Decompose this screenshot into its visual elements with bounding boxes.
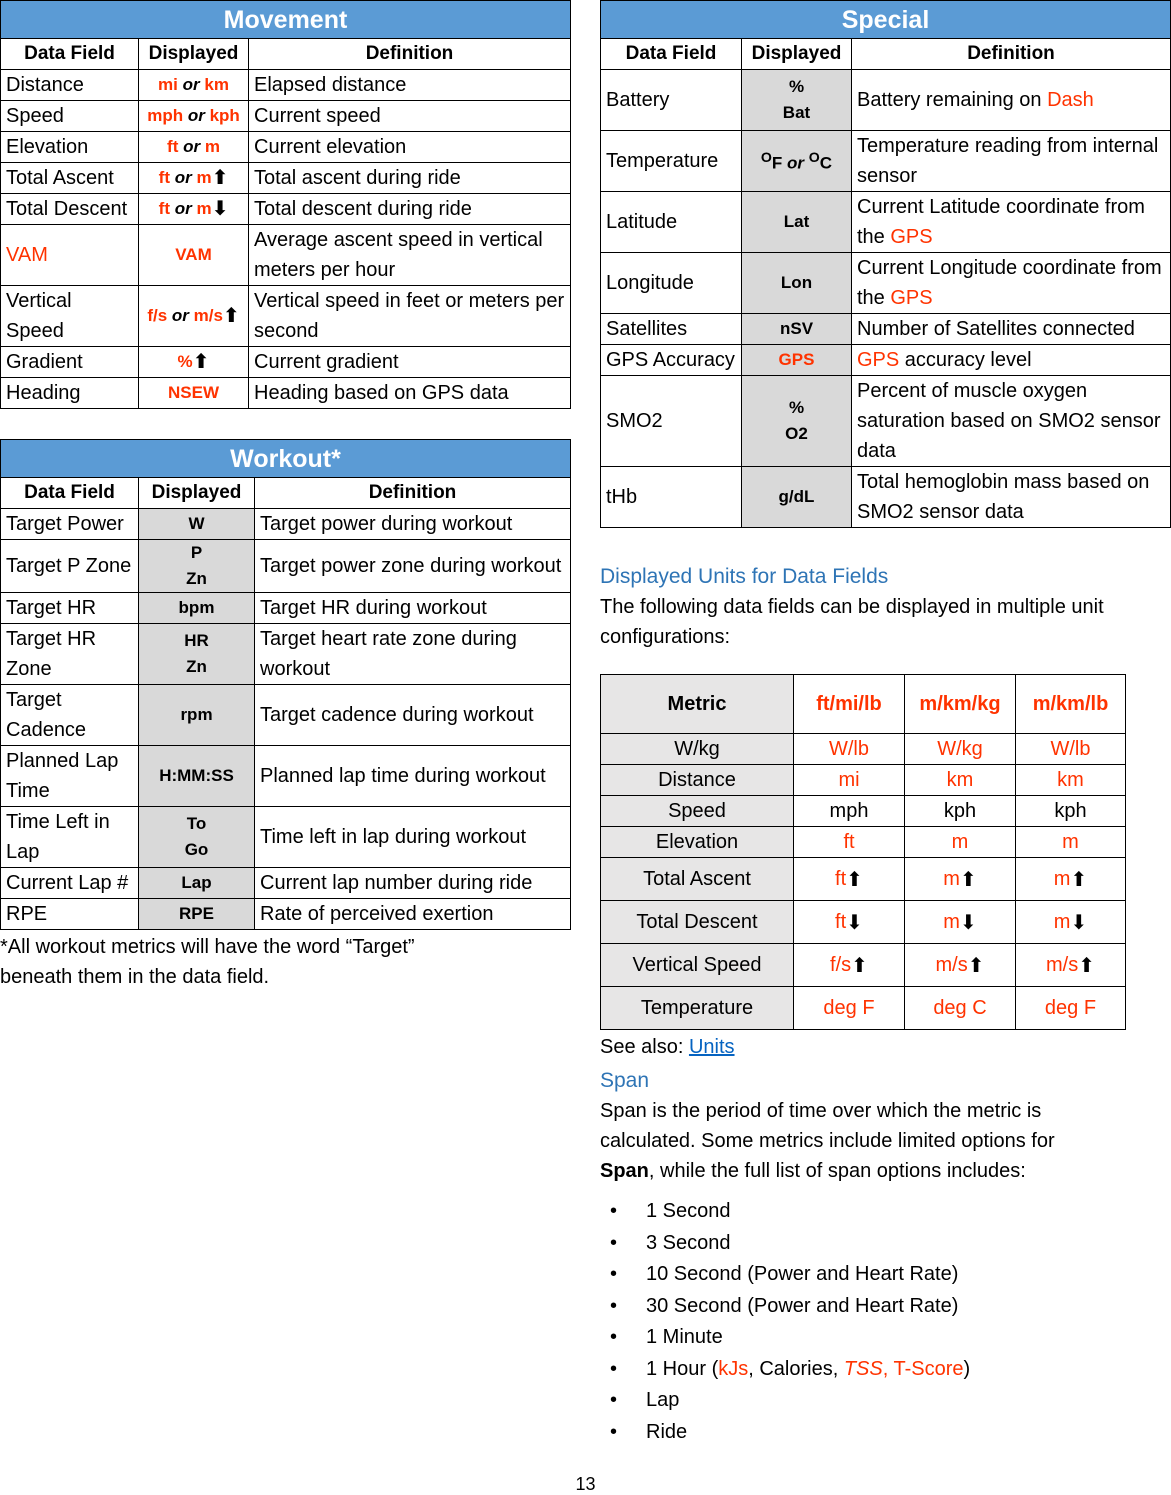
up-arrow-icon: ⬆ (851, 954, 868, 977)
span-comma: , (882, 1357, 894, 1380)
definition-highlight: GPS (890, 226, 933, 248)
displayed-cell (139, 132, 249, 163)
displayed-line: RPE (179, 904, 214, 923)
unit-value: W/lb (829, 737, 869, 760)
displayed-cell (139, 509, 255, 540)
movement-table (0, 0, 571, 409)
definition-cell: Current speed (249, 101, 571, 132)
data-field-cell: Temperature (601, 131, 742, 192)
col-header-definition: Definition (852, 39, 1171, 70)
displayed-line: rpm (180, 705, 213, 724)
unit-cell (794, 987, 905, 1030)
unit-value: ft (843, 830, 855, 853)
up-arrow-icon: ⬆ (211, 167, 229, 189)
definition-text: Battery remaining on (857, 89, 1048, 111)
table-row (1, 807, 571, 868)
data-field-cell: Total Ascent (1, 163, 139, 194)
definition-cell: Current gradient (249, 347, 571, 378)
displayed-line: P (190, 543, 203, 562)
degree-symbol: O (808, 150, 820, 167)
unit-cell (794, 858, 905, 901)
unit-value: m (943, 910, 960, 933)
definition-cell (852, 345, 1171, 376)
data-field-cell: RPE (1, 899, 139, 930)
data-field-cell: Total Descent (1, 194, 139, 225)
unit-cell (905, 858, 1016, 901)
span-tss: TSS (843, 1357, 883, 1380)
units-heading: Displayed Units for Data Fields (600, 565, 889, 588)
definition-highlight: GPS (857, 349, 900, 371)
table-row (1, 685, 571, 746)
table-row (1, 868, 571, 899)
or-label: or (171, 306, 189, 325)
up-arrow-icon: ⬆ (1078, 954, 1095, 977)
definition-cell: Vertical speed in feet or meters per second (249, 286, 571, 347)
unit-cell (1016, 901, 1126, 944)
data-field-cell: Battery (601, 70, 742, 131)
col-header-displayed: Displayed (139, 39, 249, 70)
definition-cell: Rate of perceived exertion (255, 899, 571, 930)
definition-cell (852, 70, 1171, 131)
down-arrow-icon: ⬇ (211, 198, 229, 220)
displayed-unit: NSEW (168, 383, 219, 402)
col-header-data-field: Data Field (601, 39, 742, 70)
col-header-displayed: Displayed (139, 478, 255, 509)
units-table (600, 674, 1126, 1030)
data-field-cell: Planned Lap Time (1, 746, 139, 807)
table-row (1, 624, 571, 685)
unit-cell (794, 734, 905, 765)
unit-value: deg F (823, 996, 875, 1019)
data-field-cell: Target P Zone (1, 540, 139, 593)
span-para-bold: Span (600, 1160, 649, 1182)
data-field-cell: Target Cadence (1, 685, 139, 746)
table-row (1, 286, 571, 347)
left-column (0, 0, 571, 992)
span-para-part2: , while the full list of span options includes: (648, 1160, 1026, 1182)
unit-cell (794, 765, 905, 796)
definition-cell: Current lap number during ride (255, 868, 571, 899)
displayed-line: W (188, 514, 205, 533)
definition-cell: Planned lap time during workout (255, 746, 571, 807)
degree-symbol: O (760, 150, 772, 167)
span-end: ) (963, 1357, 971, 1380)
definition-cell: Target cadence during workout (255, 685, 571, 746)
displayed-line: % (788, 77, 805, 96)
displayed-unit: f/s (147, 306, 168, 325)
displayed-cell (742, 70, 852, 131)
definition-highlight: Dash (1047, 89, 1094, 111)
unit-cell (794, 796, 905, 827)
displayed-cell (139, 194, 249, 225)
or-label: or (787, 153, 805, 173)
unit-value: m (1062, 830, 1079, 853)
data-field-cell: Heading (1, 378, 139, 409)
definition-cell: Target power zone during workout (255, 540, 571, 593)
table-row (601, 901, 1126, 944)
special-title: Special (601, 1, 1171, 39)
data-field-cell: Speed (1, 101, 139, 132)
table-row (1, 163, 571, 194)
metric-cell: Speed (601, 796, 794, 827)
up-arrow-icon: ⬆ (846, 868, 863, 891)
data-field-cell: Latitude (601, 192, 742, 253)
displayed-cell (742, 345, 852, 376)
data-field-cell: Current Lap # (1, 868, 139, 899)
displayed-line: bpm (178, 598, 215, 617)
or-label: or (183, 137, 201, 156)
unit-cell (905, 827, 1016, 858)
unit-cell (1016, 944, 1126, 987)
right-column (600, 0, 1171, 1448)
displayed-line-2: O2 (785, 424, 808, 443)
table-row (1, 593, 571, 624)
special-table (600, 0, 1171, 528)
displayed-cell (742, 131, 852, 192)
displayed-cell (139, 225, 249, 286)
displayed-cell (742, 192, 852, 253)
span-hour-prefix: 1 Hour ( (646, 1357, 719, 1380)
data-field-cell: Target HR (1, 593, 139, 624)
metric-cell: Elevation (601, 827, 794, 858)
definition-text: Number of Satellites connected (857, 318, 1135, 340)
table-row (601, 376, 1171, 467)
col-header-displayed: Displayed (742, 39, 852, 70)
metric-cell: Total Ascent (601, 858, 794, 901)
table-row (1, 132, 571, 163)
movement-title: Movement (1, 1, 571, 39)
unit-cell (1016, 734, 1126, 765)
displayed-cell (139, 286, 249, 347)
unit-cell (794, 827, 905, 858)
unit-cell (1016, 858, 1126, 901)
unit-value: km (946, 768, 974, 791)
table-row (1, 509, 571, 540)
down-arrow-icon: ⬇ (1070, 911, 1088, 934)
displayed-cell (139, 807, 255, 868)
definition-cell: Elapsed distance (249, 70, 571, 101)
or-label: or (182, 75, 200, 94)
displayed-cell (139, 899, 255, 930)
displayed-line: Lap (181, 873, 212, 892)
displayed-cell (742, 467, 852, 528)
unit-value: W/lb (1050, 737, 1091, 760)
table-row (601, 253, 1171, 314)
displayed-cell (139, 378, 249, 409)
list-item (646, 1354, 1171, 1386)
temp-c: C (819, 153, 833, 173)
span-paragraph (600, 1096, 1100, 1186)
displayed-cell (139, 101, 249, 132)
definition-cell: Time left in lap during workout (255, 807, 571, 868)
unit-value: m/s (1046, 953, 1079, 976)
units-col-ft-mi-lb: ft/mi/lb (794, 675, 905, 734)
units-col-m-km-kg: m/km/kg (905, 675, 1016, 734)
table-row (1, 70, 571, 101)
unit-cell (1016, 796, 1126, 827)
up-arrow-icon: ⬆ (967, 954, 985, 977)
displayed-line: g/dL (778, 487, 815, 506)
displayed-cell (139, 868, 255, 899)
down-arrow-icon: ⬇ (846, 911, 863, 934)
definition-cell: Current elevation (249, 132, 571, 163)
displayed-cell (139, 540, 255, 593)
table-row (601, 131, 1171, 192)
definition-cell (852, 314, 1171, 345)
displayed-unit: % (177, 352, 193, 371)
definition-cell: Total descent during ride (249, 194, 571, 225)
unit-value: m/s (935, 953, 968, 976)
see-also (600, 1032, 1171, 1062)
metric-cell: Temperature (601, 987, 794, 1030)
table-row (1, 347, 571, 378)
data-field-cell: Elevation (1, 132, 139, 163)
unit-cell (794, 901, 905, 944)
data-field-cell: SMO2 (601, 376, 742, 467)
table-row (1, 194, 571, 225)
definition-cell (852, 131, 1171, 192)
data-field-cell: tHb (601, 467, 742, 528)
unit-value: ft (835, 867, 847, 890)
data-field-cell: Target Power (1, 509, 139, 540)
unit-cell (905, 796, 1016, 827)
table-row (601, 987, 1126, 1030)
displayed-line: nSV (779, 319, 814, 338)
displayed-line-2: Zn (186, 657, 207, 676)
table-row (601, 765, 1126, 796)
displayed-line: % (788, 398, 805, 417)
displayed-unit: ft (158, 168, 170, 187)
table-row (601, 796, 1126, 827)
list-item: • 1 Minute (646, 1322, 1171, 1354)
definition-text: Percent of muscle oxygen saturation based on SMO2 sensor data (857, 380, 1161, 462)
list-item: • 10 Second (Power and Heart Rate) (646, 1259, 1171, 1291)
data-field-cell: Gradient (1, 347, 139, 378)
table-row (1, 746, 571, 807)
displayed-unit-alt: m (204, 137, 220, 156)
unit-value: m (1053, 910, 1071, 933)
workout-note: *All workout metrics will have the word “Target” beneath them in the data field. (0, 936, 415, 988)
temp-f: F (771, 153, 783, 173)
displayed-unit-alt: kph (209, 106, 240, 125)
definition-highlight: GPS (890, 287, 933, 309)
displayed-unit: ft (167, 137, 179, 156)
unit-value: deg C (933, 996, 987, 1019)
unit-value: mi (838, 768, 860, 791)
data-field-cell: Target HR Zone (1, 624, 139, 685)
unit-value: m (951, 830, 969, 853)
displayed-cell (139, 685, 255, 746)
or-label: or (174, 199, 192, 218)
definition-cell (852, 376, 1171, 467)
unit-cell (1016, 987, 1126, 1030)
span-options-list (600, 1196, 1171, 1448)
unit-value: kph (1054, 799, 1087, 822)
displayed-line: H:MM:SS (159, 766, 234, 785)
displayed-unit-alt: m (196, 199, 212, 218)
col-header-data-field: Data Field (1, 478, 139, 509)
table-row (1, 540, 571, 593)
definition-cell: Target power during workout (255, 509, 571, 540)
displayed-cell (742, 314, 852, 345)
span-heading: Span (600, 1069, 650, 1092)
displayed-line-2: Go (184, 840, 209, 859)
unit-value: ft (835, 910, 847, 933)
unit-value: m (943, 867, 960, 890)
table-row (601, 827, 1126, 858)
up-arrow-icon: ⬆ (222, 305, 240, 327)
definition-text: Current Longitude coordinate from the (857, 257, 1162, 309)
definition-text: Temperature reading from internal sensor (857, 135, 1159, 187)
displayed-cell (139, 746, 255, 807)
table-row (601, 314, 1171, 345)
definition-cell: Target HR during workout (255, 593, 571, 624)
table-row (601, 734, 1126, 765)
unit-value: kph (943, 799, 977, 822)
unit-cell (1016, 765, 1126, 796)
table-row (601, 858, 1126, 901)
definition-cell: Total ascent during ride (249, 163, 571, 194)
units-col-m-km-lb: m/km/lb (1016, 675, 1126, 734)
units-intro: The following data fields can be displayed in multiple unit configurations: (600, 596, 1104, 648)
unit-cell (1016, 827, 1126, 858)
definition-cell: Heading based on GPS data (249, 378, 571, 409)
definition-cell (852, 192, 1171, 253)
or-label: or (174, 168, 192, 187)
unit-cell (905, 944, 1016, 987)
metric-cell: W/kg (601, 734, 794, 765)
table-row (1, 101, 571, 132)
displayed-line: HR (184, 631, 209, 650)
list-item: • Ride (646, 1417, 1171, 1449)
unit-cell (794, 944, 905, 987)
displayed-line: Lat (783, 212, 810, 231)
unit-value: deg F (1044, 996, 1097, 1019)
col-header-definition: Definition (249, 39, 571, 70)
displayed-cell (139, 163, 249, 194)
data-field-cell: GPS Accuracy (601, 345, 742, 376)
span-kjs: kJs (718, 1357, 749, 1380)
displayed-cell (139, 70, 249, 101)
data-field-cell: Distance (1, 70, 139, 101)
displayed-line-2: Bat (782, 103, 811, 122)
span-mid: , Calories, (748, 1357, 844, 1380)
displayed-line: GPS (778, 350, 815, 369)
data-field-cell: Satellites (601, 314, 742, 345)
table-row (1, 225, 571, 286)
list-item: • 3 Second (646, 1228, 1171, 1260)
data-field-cell: Longitude (601, 253, 742, 314)
list-item: • 1 Second (646, 1196, 1171, 1228)
table-row (601, 70, 1171, 131)
definition-cell (852, 253, 1171, 314)
span-tscore: T-Score (893, 1357, 964, 1380)
displayed-unit: VAM (175, 245, 212, 264)
displayed-cell (139, 624, 255, 685)
displayed-unit-alt: m (196, 168, 212, 187)
table-row (1, 899, 571, 930)
data-field-cell: Vertical Speed (1, 286, 139, 347)
up-arrow-icon: ⬆ (959, 868, 977, 891)
page-number: 13 (575, 1474, 596, 1494)
table-row (1, 378, 571, 409)
displayed-unit: mi (158, 75, 178, 94)
up-arrow-icon: ⬆ (192, 351, 210, 373)
definition-text: Total hemoglobin mass based on SMO2 sensor data (857, 471, 1150, 523)
data-field-cell: Time Left in Lap (1, 807, 139, 868)
metric-cell: Distance (601, 765, 794, 796)
unit-cell (905, 987, 1016, 1030)
down-arrow-icon: ⬇ (959, 911, 977, 934)
col-header-data-field: Data Field (1, 39, 139, 70)
unit-value: m (1053, 867, 1071, 890)
displayed-line: To (186, 814, 207, 833)
displayed-line: Lon (780, 273, 813, 292)
unit-cell (905, 765, 1016, 796)
displayed-cell (139, 347, 249, 378)
definition-cell: Average ascent speed in vertical meters per hour (249, 225, 571, 286)
list-item: • Lap (646, 1385, 1171, 1417)
units-link[interactable]: Units (688, 1036, 735, 1058)
unit-value: mph (829, 799, 869, 822)
data-field-cell: VAM (1, 225, 139, 286)
up-arrow-icon: ⬆ (1070, 868, 1088, 891)
displayed-unit: ft (158, 199, 170, 218)
definition-cell (852, 467, 1171, 528)
displayed-unit: mph (147, 106, 184, 125)
span-para-part1: Span is the period of time over which the metric is calculated. Some metrics include limited options for (600, 1100, 1055, 1152)
units-section (600, 562, 1171, 1448)
workout-title: Workout* (1, 440, 571, 478)
workout-table (0, 439, 571, 930)
table-row (601, 345, 1171, 376)
unit-cell (905, 734, 1016, 765)
or-label: or (187, 106, 205, 125)
displayed-unit-alt: km (204, 75, 229, 94)
metric-cell: Vertical Speed (601, 944, 794, 987)
displayed-cell (742, 253, 852, 314)
table-row (601, 944, 1126, 987)
table-row (601, 467, 1171, 528)
list-item: • 30 Second (Power and Heart Rate) (646, 1291, 1171, 1323)
unit-cell (905, 901, 1016, 944)
definition-text-after: accuracy level (899, 349, 1032, 371)
unit-value: km (1057, 768, 1084, 791)
definition-cell: Target heart rate zone during workout (255, 624, 571, 685)
displayed-line-2: Zn (186, 569, 207, 588)
unit-value: f/s (830, 953, 852, 976)
displayed-cell (139, 593, 255, 624)
col-header-definition: Definition (255, 478, 571, 509)
displayed-cell (742, 376, 852, 467)
displayed-unit-alt: m/s (193, 306, 223, 325)
see-also-label: See also: (600, 1036, 689, 1058)
unit-value: W/kg (937, 737, 983, 760)
table-row (601, 192, 1171, 253)
definition-text: Current Latitude coordinate from the (857, 196, 1145, 248)
metric-cell: Total Descent (601, 901, 794, 944)
units-col-metric: Metric (601, 675, 794, 734)
